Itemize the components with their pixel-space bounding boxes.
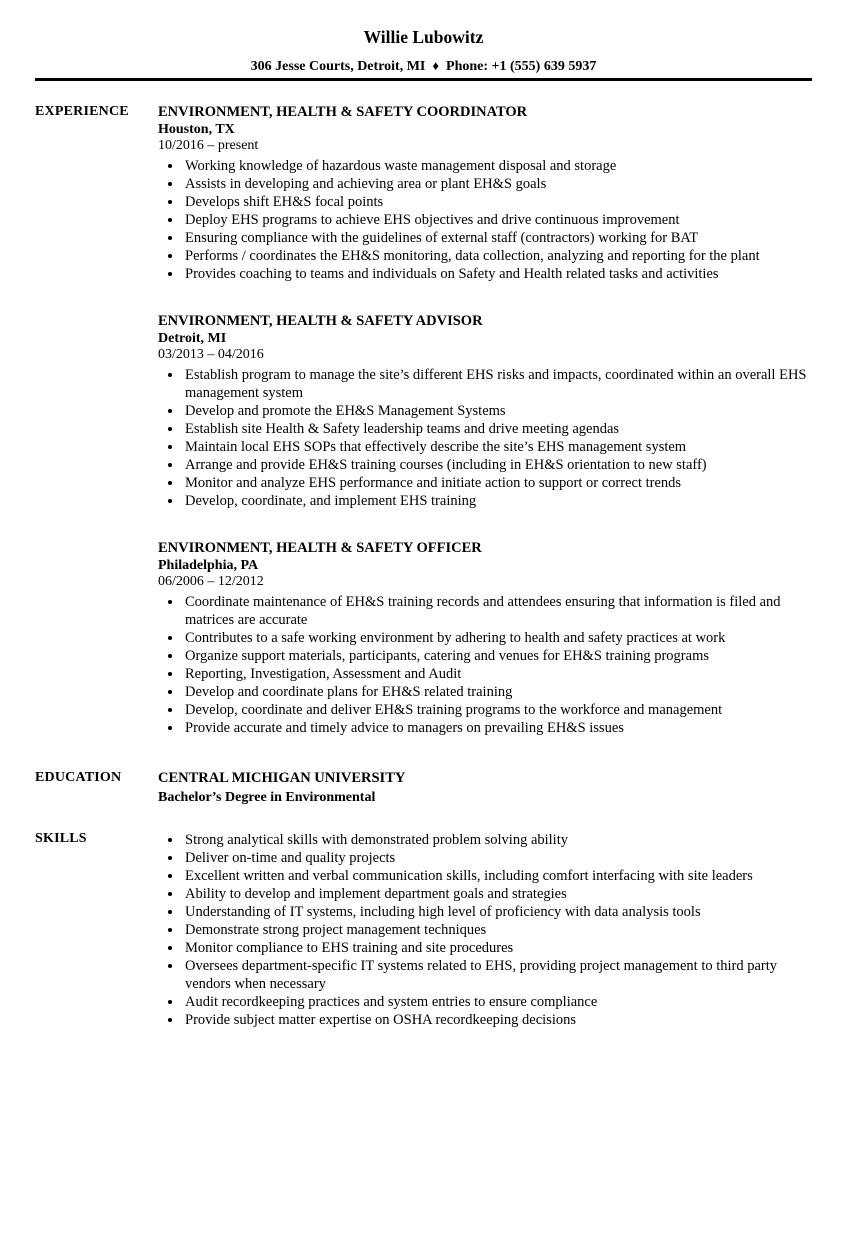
job-entry-officer <box>158 538 812 737</box>
bullet-item: • Establish program to manage the site’s different EHS risks and impacts, coordinated within an overall EHS management system <box>183 366 812 402</box>
diamond-icon: ♦ <box>432 58 440 73</box>
job-dates: 10/2016 – present <box>158 138 259 153</box>
job-location: Houston, TX <box>158 122 235 137</box>
skills-content <box>158 829 812 1029</box>
job-entry-coordinator <box>158 102 812 283</box>
bullet-item: • Reporting, Investigation, Assessment and Audit <box>183 665 812 683</box>
bullet-item: • Coordinate maintenance of EH&S training records and attendees ensuring that information is filed and matrices are accurate <box>183 593 812 629</box>
bullet-item: • Develop, coordinate, and implement EHS training <box>183 492 812 510</box>
bullet-item: • Performs / coordinates the EH&S monitoring, data collection, analyzing and reporting for the plant <box>183 247 812 265</box>
bullet-item: • Excellent written and verbal communication skills, including comfort interfacing with site leaders <box>183 867 812 885</box>
job-bullet-list <box>158 157 812 283</box>
job-dates: 03/2013 – 04/2016 <box>158 347 264 362</box>
bullet-item: • Understanding of IT systems, including high level of proficiency with data analysis tools <box>183 903 812 921</box>
bullet-item: • Demonstrate strong project management techniques <box>183 921 812 939</box>
contact-line <box>35 58 812 75</box>
bullet-item: • Provide accurate and timely advice to managers on prevailing EH&S issues <box>183 719 812 737</box>
job-entry-advisor <box>158 311 812 510</box>
bullet-item: • Organize support materials, participants, catering and venues for EH&S training programs <box>183 647 812 665</box>
bullet-item: • Establish site Health & Safety leadership teams and drive meeting agendas <box>183 420 812 438</box>
bullet-item: • Deliver on-time and quality projects <box>183 849 812 867</box>
experience-content <box>158 102 812 737</box>
contact-address: 306 Jesse Courts, Detroit, MI <box>250 59 426 74</box>
job-bullet-list <box>158 593 812 737</box>
bullet-item: • Provide subject matter expertise on OSHA recordkeeping decisions <box>183 1011 812 1029</box>
skills-label: SKILLS <box>35 831 87 846</box>
school-name: CENTRAL MICHIGAN UNIVERSITY <box>158 770 406 786</box>
bullet-item: • Oversees department-specific IT systems related to EHS, providing project management to third party vendors when necessary <box>183 957 812 993</box>
bullet-item: • Ability to develop and implement department goals and strategies <box>183 885 812 903</box>
job-bullet-list <box>158 366 812 510</box>
bullet-item: • Strong analytical skills with demonstrated problem solving ability <box>183 831 812 849</box>
job-title: ENVIRONMENT, HEALTH & SAFETY OFFICER <box>158 540 482 556</box>
header-divider <box>35 78 812 81</box>
job-dates: 06/2006 – 12/2012 <box>158 574 264 589</box>
education-label: EDUCATION <box>35 770 122 785</box>
contact-phone: Phone: +1 (555) 639 5937 <box>446 59 597 74</box>
education-content <box>158 768 812 807</box>
bullet-item: • Working knowledge of hazardous waste management disposal and storage <box>183 157 812 175</box>
bullet-item: • Assists in developing and achieving area or plant EH&S goals <box>183 175 812 193</box>
bullet-item: • Arrange and provide EH&S training courses (including in EH&S orientation to new staff) <box>183 456 812 474</box>
person-name: Willie Lubowitz <box>363 27 484 47</box>
degree: Bachelor’s Degree in Environmental <box>158 790 376 805</box>
bullet-item: • Develop and promote the EH&S Management Systems <box>183 402 812 420</box>
resume-header <box>35 26 812 81</box>
job-location: Detroit, MI <box>158 331 227 346</box>
experience-section <box>35 102 812 737</box>
job-location: Philadelphia, PA <box>158 558 259 573</box>
bullet-item: • Ensuring compliance with the guidelines of external staff (contractors) working for BAT <box>183 229 812 247</box>
bullet-item: • Contributes to a safe working environment by adhering to health and safety practices at work <box>183 629 812 647</box>
skills-bullet-list <box>158 831 812 1029</box>
job-title: ENVIRONMENT, HEALTH & SAFETY ADVISOR <box>158 313 483 329</box>
skills-section <box>35 829 812 1029</box>
education-section <box>35 768 812 807</box>
bullet-item: • Develops shift EH&S focal points <box>183 193 812 211</box>
bullet-item: • Maintain local EHS SOPs that effectively describe the site’s EHS management system <box>183 438 812 456</box>
bullet-item: • Audit recordkeeping practices and system entries to ensure compliance <box>183 993 812 1011</box>
bullet-item: • Monitor and analyze EHS performance and initiate action to support or correct trends <box>183 474 812 492</box>
bullet-item: • Develop and coordinate plans for EH&S related training <box>183 683 812 701</box>
bullet-item: • Develop, coordinate and deliver EH&S training programs to the workforce and management <box>183 701 812 719</box>
bullet-item: • Provides coaching to teams and individuals on Safety and Health related tasks and activities <box>183 265 812 283</box>
experience-label: EXPERIENCE <box>35 104 129 119</box>
bullet-item: • Deploy EHS programs to achieve EHS objectives and drive continuous improvement <box>183 211 812 229</box>
job-title: ENVIRONMENT, HEALTH & SAFETY COORDINATOR <box>158 104 528 120</box>
bullet-item: • Monitor compliance to EHS training and site procedures <box>183 939 812 957</box>
